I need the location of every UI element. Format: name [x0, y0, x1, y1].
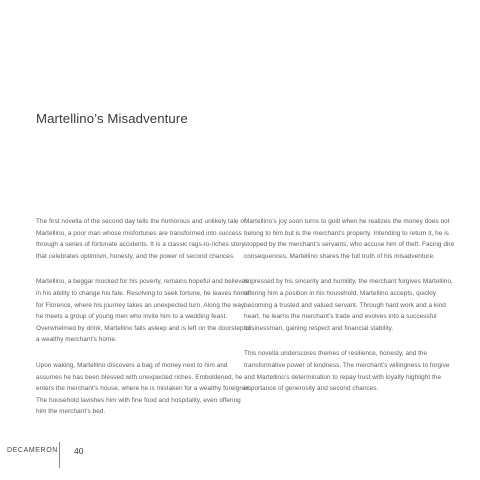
body-paragraph: Impressed by his sincerity and humility, the merchant forgives Martellino, offering him a position in his household. Martellino accepts, quickly becoming a trusted and valued servant. Through hard work and a kind heart, he learns the merchant’s trade and evolves into a successful businessman, gaining respect and financial stability.	[244, 278, 453, 332]
body-paragraph: The first novella of the second day tells the humorous and unlikely tale of Martellino, a poor man whose misfortunes are transformed into success through a series of fortunate accidents. It is a classic rags-to-riches story that celebrates optimism, honesty, and the power of second chances.	[36, 218, 246, 260]
body-paragraph: This novella underscores themes of resilience, honesty, and the transformative power of kindness. The merchant’s willingness to forgive and Martellino’s determination to repay trust with loyalty highlight the importance of generosity and second chances.	[244, 350, 450, 393]
page-footer	[0, 440, 480, 470]
text-column-right	[244, 216, 460, 409]
text-column-left	[36, 216, 252, 432]
running-footer-title: DECAMERON	[7, 447, 58, 454]
footer-divider	[59, 442, 60, 468]
body-paragraph: Martellino, a beggar mocked for his poverty, remains hopeful and believes in his ability to change his fate. Resolving to seek fortune, he leaves home for Florence, where his journey takes an unexpected turn. Along the way, he meets a group of young men who invite him to a wedding feast. Overwhelmed by drink, Martellino falls asleep and is left on the doorstep of a wealthy merchant’s home.	[36, 278, 251, 344]
page-title: Martellino’s Misadventure	[36, 111, 188, 126]
body-paragraph: Martellino’s joy soon turns to guilt when he realizes the money does not belong to him but is the merchant’s property. Intending to return it, he is stopped by the merchant’s servants, who accuse him of theft. Facing dire consequences, Martellino shares the full truth of his misadventure.	[244, 218, 455, 260]
page-number: 40	[74, 446, 84, 456]
body-paragraph: Upon waking, Martellino discovers a bag of money next to him and assumes he has been blessed with unexpected riches. Emboldened, he enters the merchant’s house, where he is mistaken for a wealthy foreigner. The household lavishes him with fine food and hospitality, even offering him the merchant’s bed.	[36, 361, 251, 416]
